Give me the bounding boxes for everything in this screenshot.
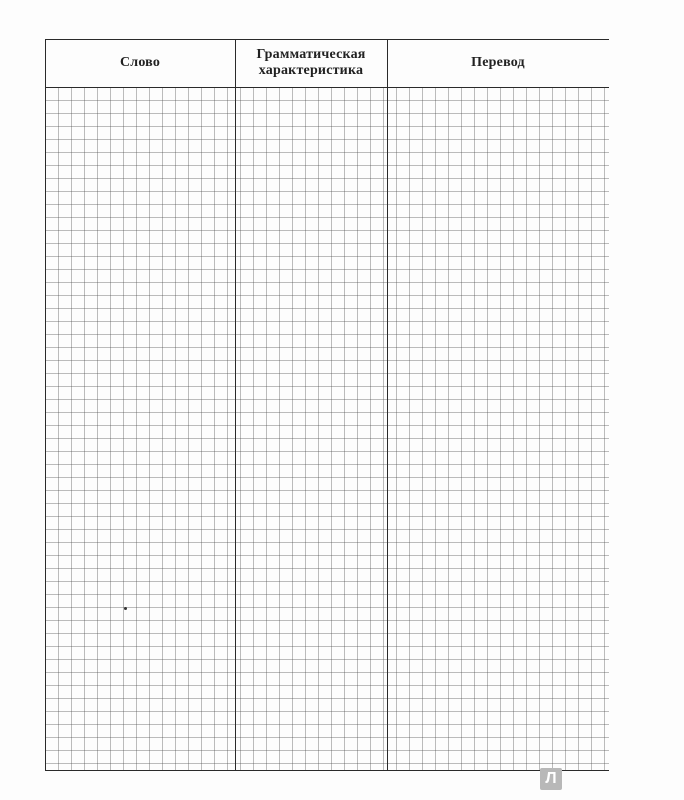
header-word	[45, 39, 235, 87]
header-grammar-label: Грамматическая характеристика	[256, 47, 366, 78]
header-word-label: Слово	[119, 55, 161, 70]
column-divider-1	[235, 39, 236, 771]
header-separator	[45, 87, 609, 88]
table-bottom-border	[45, 770, 609, 771]
table-left-border	[45, 39, 46, 771]
vocabulary-table	[45, 39, 609, 771]
column-divider-2	[387, 39, 388, 771]
publisher-logo-letter: Л	[545, 770, 557, 787]
header-grammar	[235, 39, 387, 87]
header-translation-label: Перевод	[471, 55, 525, 70]
header-translation	[387, 39, 609, 87]
publisher-logo	[540, 768, 562, 790]
ink-speck	[124, 607, 127, 610]
graph-paper-grid	[46, 88, 609, 770]
